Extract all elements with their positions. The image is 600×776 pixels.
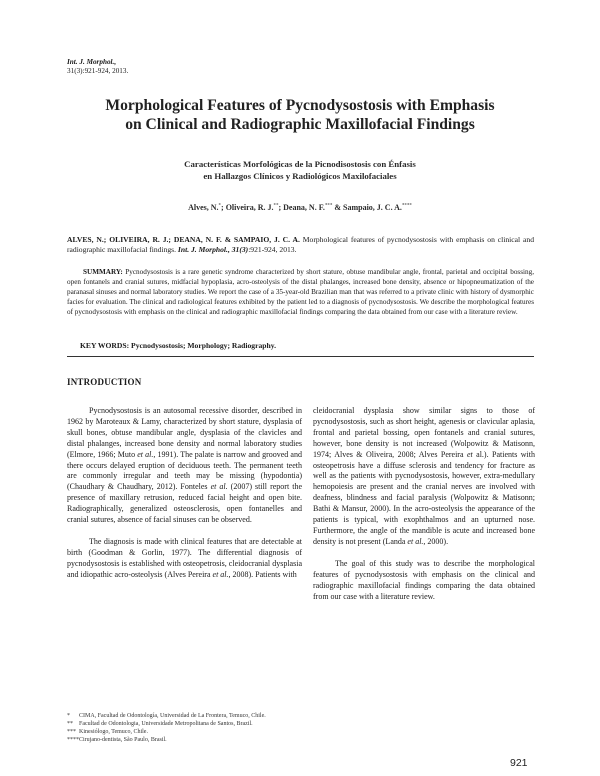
intro-p2-etal: et al. [212,569,229,579]
author-1-mark: * [218,203,222,209]
journal-reference [67,58,128,76]
author-3: ; Deana, N. F. [278,203,325,212]
footnote-text: Facultad de Odontologia, Universidade Metropolitana de Santos, Brazil. [79,721,253,727]
title-line-1: Morphological Features of Pycnodysostosis with Emphasis [105,97,495,114]
summary-text: Pycnodysostosis is a rare genetic syndrome characterized by short stature, obtuse mandibular angle, frontal, parietal and occipital bossing, open fontanels and cranial sutures, midfacial hypoplasia, acro-osteolysis of the distal phalanges, increased bone density, absence or hipopneumatization of the paranasal sinuses and normal laboratory studies. We report the case of a 35-year-old Brazilian man that was referred to a private clinic with history of dysmorphic facies for evaluation. The clinical and radiological features exhibited by the patient led to a diagnosis of pycnodysostosis. We describe the morphological features of pycnodysostosis with emphasis on the clinical and radiographic maxillofacial findings comparing the data obtained from our case with a literature review. [67,268,534,316]
abstract-summary [67,267,534,317]
author-2-mark: ** [273,203,279,209]
summary-label: SUMMARY: [83,268,123,276]
intro-p2-text-a: The diagnosis is made with clinical features that are detectable at birth (Goodman & Gorlin, 1977). The differential diagnosis of pycnodysostosis is established with osteopetrosis, cleidocranial dysplasia and idiopathic acro-osteolysis (Alves Pereira [67,536,302,579]
footnote [67,728,266,736]
citation-block [67,235,534,255]
citation-text: Morphological features of pycnodysostosis with emphasis on clinical and radiographic maxillofacial findings. [67,235,534,254]
left-column [67,406,302,581]
footnote-text: Kinesiólogo, Temuco, Chile. [79,729,148,735]
author-list [100,203,500,212]
footnote [67,712,266,720]
intro-p3-text-b: al.). Patients with osteopetrosis have a diffuse sclerosis and tendency for fracture as well as the patients with pycnodysostosis, however, extra-medullary hemopoiesis are present and the cranial nerves are involved with deafness, blindness and facial paralysis (Wolpowitz & Matisonn; Bathi & Mansur, 2000). In the acro-osteolysis the appearance of the patients is typical, with exophthalmos and an upturned nose. Furthermore, the angle of the mandible is acute and increased bone density is not present (Landa [313,449,535,546]
page-number: 921 [510,757,528,769]
footnote-text: Cirujano-dentista, São Paulo, Brasil. [79,737,167,743]
intro-p3-etal-2: et al. [407,536,424,546]
intro-p1-text-c: (2007) still report the presence of maxillary retrusion, reduced facial height and open bite. Radiographically, generalized osteosclerosis, open fontanelles and cranial sutures, absence of facial sinuses can be observed. [67,482,302,525]
footnote [67,736,266,744]
subtitle-line-1: Características Morfológicas de la Picnodisostosis con Énfasis [184,159,416,169]
intro-p1-text-b: , 1991). The palate is narrow and grooved and there occurs delayed eruption of deciduous teeth. The permanent teeth are commonly irregular and teeth may be missing (hypodontia) (Chaudhary & Chaudhary, 2012). Fonteles [67,449,302,492]
intro-paragraph-4: The goal of this study was to describe the morphological features of pycnodysostosis with emphasis on the clinical and radiographic maxillofacial findings comparing the data obtained from our case with a literature review. [313,558,535,601]
intro-paragraph-3 [313,406,535,548]
key-words: KEY WORDS: Pycnodysostosis; Morphology; Radiography. [80,341,276,350]
journal-volume: 31(3):921-924, 2013. [67,67,129,75]
introduction-heading: INTRODUCTION [67,377,142,387]
section-divider [67,356,534,357]
citation-authors: ALVES, N.; OLIVEIRA, R. J.; DEANA, N. F. & SAMPAIO, J. C. A. [67,235,300,244]
article-subtitle [120,158,480,182]
footnote [67,720,266,728]
citation-journal: Int. J. Morphol., 31(3) [176,245,249,254]
right-column [313,406,535,602]
intro-p1-etal-1: et al. [137,449,154,459]
author-4-mark: **** [401,203,412,209]
author-2: ; Oliveira, R. J. [221,203,274,212]
subtitle-line-2: en Hallazgos Clínicos y Radiológicos Maxilofaciales [203,171,397,181]
footnote-mark: ** [67,721,73,727]
intro-p1-text-a: Pycnodysostosis is an autosomal recessive disorder, described in 1962 by Maroteaux & Lamy, characterized by short stature, dysplasia of skull bones, obtuse mandibular angle, dysplasia of the clavicles and distal phalanges, increased bone density and normal laboratory studies (Elmore, 1966; Muto [67,406,302,459]
footnote-mark: * [67,713,70,719]
footnotes [67,712,266,744]
intro-p3-etal-1: et [466,449,473,459]
intro-p2-text-b: , 2008). Patients with [228,569,297,579]
footnote-text: CIMA, Facultad de Odontología, Universidad de La Frontera, Temuco, Chile. [79,713,266,719]
journal-name: Int. J. Morphol., [67,58,117,66]
footnote-mark: *** [67,729,76,735]
intro-p3-text-a: cleidocranial dysplasia show similar signs to those of pycnodysostosis, such as short height, agenesis or clavicular aplasia, frontal and parietal bossing, open fontanels and cranial sutures, however, bone density is not increased (Wolpowitz & Matisonn, 1974; Alves & Oliveira, 2008; Alves Pereira [313,406,535,459]
intro-paragraph-2 [67,537,302,581]
author-4: & Sampaio, J. C. A. [332,203,402,212]
intro-p3-text-c: , 2000). [423,536,449,546]
author-3-mark: *** [324,203,333,209]
footnote-mark: **** [67,737,79,743]
title-line-2: on Clinical and Radiographic Maxillofacial Findings [125,116,475,133]
article-title [60,96,540,134]
intro-p1-etal-2: et al. [210,482,228,492]
citation-pages: :921-924, 2013. [248,245,297,254]
author-1: Alves, N. [188,203,219,212]
intro-paragraph-1 [67,406,302,526]
